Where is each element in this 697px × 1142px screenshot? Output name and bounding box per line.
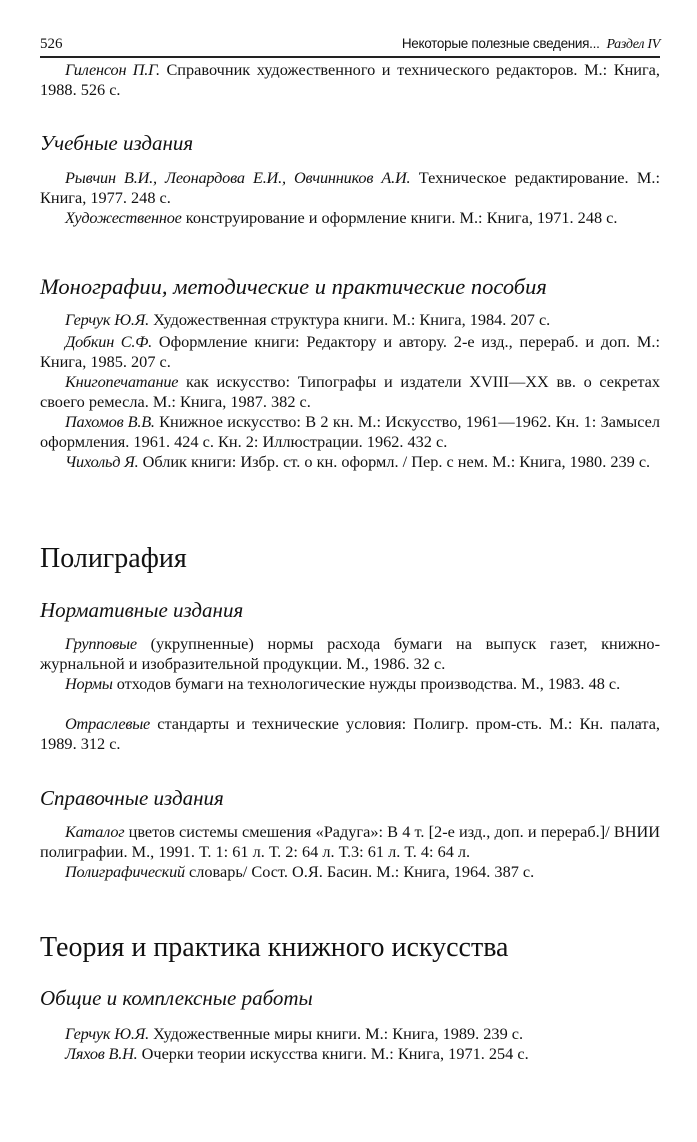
- entry-author: Ляхов В.Н.: [65, 1044, 138, 1063]
- entry-text: (укрупненные) нормы расхода бумаги на выпуск газет, книжно-журнальной и изобразительной продукции. М., 1986. 32 с.: [40, 634, 660, 673]
- entry-text: Очерки теории искусства книги. М.: Книга, 1971. 254 с.: [137, 1044, 529, 1063]
- bib-entry: [40, 634, 660, 674]
- bib-entry: [40, 674, 660, 694]
- entry-author: Чихольд Я.: [65, 452, 139, 471]
- section-heading: Теория и практика книжного искусства: [40, 932, 509, 963]
- bib-entry: [40, 168, 660, 208]
- entry-text: отходов бумаги на технологические нужды производства. М., 1983. 48 с.: [112, 674, 621, 693]
- bib-entry: [40, 1044, 660, 1064]
- entry-text: как искусство: Типографы и издатели XVIII—XX вв. о секретах своего ремесла. М.: Книга, 1987. 382 с.: [40, 372, 660, 411]
- subsection-heading: Справочные издания: [40, 786, 224, 810]
- bib-entry: [40, 452, 660, 472]
- entry-text: словарь/ Сост. О.Я. Басин. М.: Книга, 1964. 387 с.: [184, 862, 535, 881]
- subsection-heading: Общие и комплексные работы: [40, 986, 313, 1010]
- entry-text: Художественные миры книги. М.: Книга, 1989. 239 с.: [149, 1024, 524, 1043]
- entry-author: Герчук Ю.Я.: [65, 310, 150, 329]
- entry-text: Техническое редактирование. М.: Книга, 1977. 248 с.: [40, 168, 660, 207]
- entry-text: Оформление книги: Редактору и автору. 2-е изд., перераб. и доп. М.: Книга, 1985. 207 с.: [40, 332, 660, 371]
- entry-author: Добкин С.Ф.: [65, 332, 153, 351]
- entry-text: стандарты и технические условия: Полигр. пром-сть. М.: Кн. палата, 1989. 312 с.: [40, 714, 660, 753]
- entry-text: Справочник художественного и технического редакторов. М.: Книга, 1988. 526 с.: [40, 60, 660, 99]
- entry-author: Пахомов В.В.: [65, 412, 155, 431]
- entry-author: Полиграфический: [65, 862, 185, 881]
- entry-text: Художественная структура книги. М.: Книга, 1984. 207 с.: [149, 310, 551, 329]
- entry-author: Герчук Ю.Я.: [65, 1024, 150, 1043]
- entry-author: Каталог: [65, 822, 125, 841]
- entry-text: Облик книги: Избр. ст. о кн. оформл. / Пер. с нем. М.: Книга, 1980. 239 с.: [138, 452, 651, 471]
- entry-author: Отраслевые: [65, 714, 151, 733]
- running-header: [40, 34, 660, 58]
- entry-text: цветов системы смешения «Радуга»: В 4 т. [2-е изд., доп. и перераб.]/ ВНИИ полиграфии. М., 1991. Т. 1: 61 л. Т. 2: 64 л. Т.3: 61 л. Т. 4: 64 л.: [40, 822, 660, 861]
- subsection-heading: Монографии, методические и практические пособия: [40, 274, 547, 299]
- bib-entry: [40, 310, 660, 330]
- entry-author: Нормы: [65, 674, 113, 693]
- section-label: Раздел IV: [606, 37, 660, 52]
- running-title-text: Некоторые полезные сведения...: [401, 36, 600, 51]
- entry-author: Групповые: [65, 634, 137, 653]
- entry-author: Книгопечатание: [65, 372, 179, 391]
- bib-entry: [40, 372, 660, 412]
- entry-author: Рывчин В.И., Леонардова Е.И., Овчинников А.И.: [65, 168, 411, 187]
- bib-entry: [40, 332, 660, 372]
- bib-entry: [40, 208, 660, 228]
- bib-entry: [40, 714, 660, 754]
- bib-entry: [40, 412, 660, 452]
- entry-author: Художественное: [65, 208, 182, 227]
- entry-text: конструирование и оформление книги. М.: Книга, 1971. 248 с.: [181, 208, 618, 227]
- running-title: [402, 36, 660, 53]
- bib-entry: [40, 822, 660, 862]
- bib-entry: [40, 1024, 660, 1044]
- subsection-heading: Нормативные издания: [40, 598, 244, 622]
- subsection-heading: Учебные издания: [40, 131, 194, 155]
- entry-text: Книжное искусство: В 2 кн. М.: Искусство, 1961—1962. Кн. 1: Замысел оформления. 1961. 424 с. Кн. 2: Иллюстрации. 1962. 432 с.: [40, 412, 660, 451]
- bib-entry: [40, 60, 660, 100]
- page-number: 526: [40, 36, 63, 52]
- section-heading: Полиграфия: [40, 543, 187, 574]
- entry-author: Гиленсон П.Г.: [65, 60, 160, 79]
- bib-entry: [40, 862, 660, 882]
